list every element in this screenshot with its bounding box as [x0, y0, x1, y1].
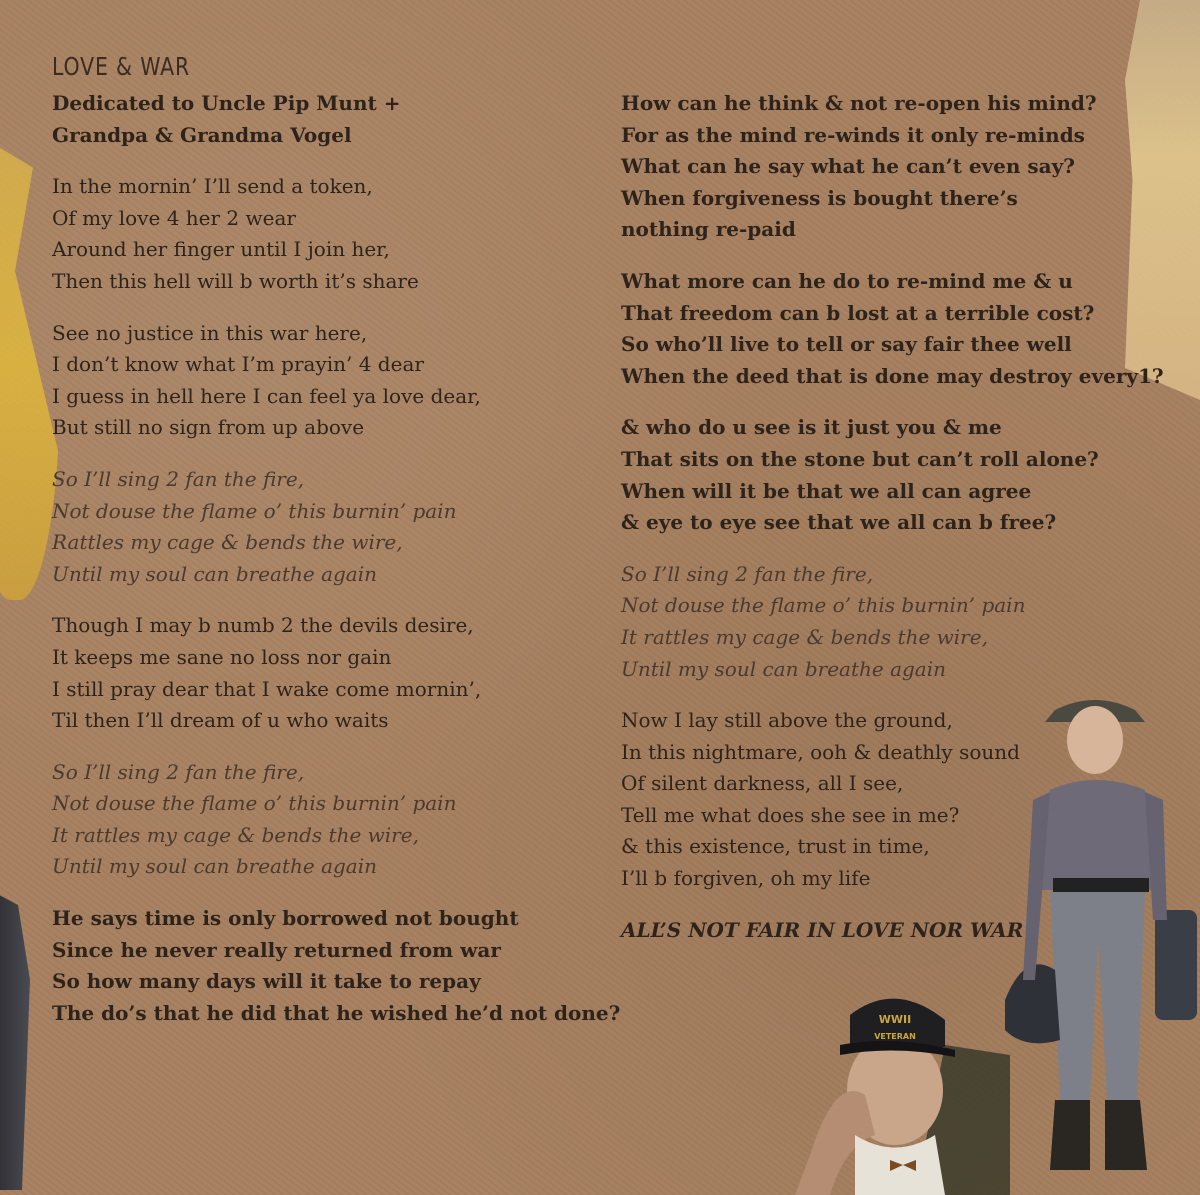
dedication — [52, 88, 612, 151]
lyric-line: I guess in hell here I can feel ya love dear, — [52, 383, 481, 408]
lyric-line: ALL’S NOT FAIR IN LOVE NOR WAR — [621, 917, 1024, 942]
lyric-line: When will it be that we all can agree — [621, 478, 1032, 503]
lyric-line: Then this hell will b worth it’s share — [52, 268, 419, 293]
lyric-line: & who do u see is it just you & me — [621, 415, 1002, 440]
lyric-line: Until my soul can breathe again — [52, 854, 378, 879]
lyric-line: Of silent darkness, all I see, — [621, 771, 904, 796]
lyric-line: What can he say what he can’t even say? — [621, 154, 1075, 179]
lyric-line: How can he think & not re-open his mind? — [621, 91, 1097, 115]
cap-line1: WWII — [878, 1013, 912, 1026]
lyric-line: Around her finger until I join her, — [52, 237, 390, 262]
stanza — [52, 903, 621, 1029]
lyric-line: Rattles my cage & bends the wire, — [52, 530, 403, 555]
left-column — [52, 88, 621, 1049]
lyric-line: For as the mind re-winds it only re-minds — [621, 122, 1085, 147]
veteran-salute-photo — [795, 985, 1010, 1195]
lyric-line: So who’ll live to tell or say fair thee well — [621, 332, 1072, 357]
lyric-line: So I’ll sing 2 fan the fire, — [52, 466, 305, 491]
lyric-line: I still pray dear that I wake come mornin’, — [52, 676, 482, 701]
lyric-line: It rattles my cage & bends the wire, — [621, 624, 988, 649]
lyric-line: I’ll b forgiven, oh my life — [621, 866, 871, 891]
stanza — [621, 915, 1181, 947]
lyric-line: & eye to eye see that we all can b free? — [621, 510, 1057, 535]
cap-line2: VETERAN — [874, 1032, 916, 1041]
lyric-line: It rattles my cage & bends the wire, — [52, 822, 419, 847]
lyric-line: When the deed that is done may destroy every1? — [621, 363, 1164, 388]
stanza — [52, 757, 612, 883]
stanza — [52, 464, 612, 590]
lyric-line: Of my love 4 her 2 wear — [52, 205, 296, 230]
lyric-line: Til then I’ll dream of u who waits — [52, 708, 389, 733]
right-column — [621, 88, 1181, 966]
dedication-line: Grandpa & Grandma Vogel — [52, 122, 352, 147]
lyric-line: See no justice in this war here, — [52, 320, 368, 345]
lyric-line: In this nightmare, ooh & deathly sound — [621, 739, 1020, 764]
stanza — [621, 266, 1181, 392]
yellow-photo-fragment — [0, 130, 60, 600]
lyric-line: So I’ll sing 2 fan the fire, — [621, 561, 874, 586]
stanza — [52, 171, 612, 297]
lyric-line: But still no sign from up above — [52, 415, 365, 440]
lyric-line: What more can he do to re-mind me & u — [621, 268, 1073, 293]
lyric-line: Not douse the flame o’ this burnin’ pain — [621, 593, 1026, 618]
lyric-line: Tell me what does she see in me? — [621, 802, 960, 827]
lyric-line: Until my soul can breathe again — [52, 561, 378, 586]
lyric-line: Since he never really returned from war — [52, 937, 501, 962]
lyric-line: In the mornin’ I’ll send a token, — [52, 174, 373, 199]
lyric-line: That sits on the stone but can’t roll alone? — [621, 446, 1099, 471]
lyric-line: So how many days will it take to repay — [52, 969, 481, 994]
stanza — [621, 705, 1181, 895]
lyric-line: So I’ll sing 2 fan the fire, — [52, 759, 305, 784]
lyric-line: Not douse the flame o’ this burnin’ pain — [52, 498, 457, 523]
stanza — [621, 412, 1181, 538]
dedication-line: Dedicated to Uncle Pip Munt + — [52, 91, 401, 115]
lyric-line: nothing re-paid — [621, 217, 796, 242]
song-title: LOVE & WAR — [52, 52, 191, 81]
lyric-line: I don’t know what I’m prayin’ 4 dear — [52, 352, 424, 377]
stanza — [621, 559, 1181, 685]
lyric-line: Now I lay still above the ground, — [621, 708, 953, 733]
lyric-line: The do’s that he did that he wished he’d not done? — [52, 1000, 621, 1025]
lyric-line: It keeps me sane no loss nor gain — [52, 644, 392, 669]
lyric-line: Not douse the flame o’ this burnin’ pain — [52, 791, 457, 816]
lyric-line: He says time is only borrowed not bought — [52, 906, 519, 931]
stanza — [52, 610, 612, 736]
stanza — [621, 88, 1181, 246]
stanza — [52, 318, 612, 444]
lyric-line: That freedom can b lost at a terrible cost? — [621, 300, 1095, 325]
lyric-line: When forgiveness is bought there’s — [621, 185, 1018, 210]
lyric-line: Until my soul can breathe again — [621, 656, 947, 681]
lyric-line: & this existence, trust in time, — [621, 834, 930, 859]
lyric-line: Though I may b numb 2 the devils desire, — [52, 613, 474, 638]
microphone-stand-photo — [0, 890, 30, 1190]
